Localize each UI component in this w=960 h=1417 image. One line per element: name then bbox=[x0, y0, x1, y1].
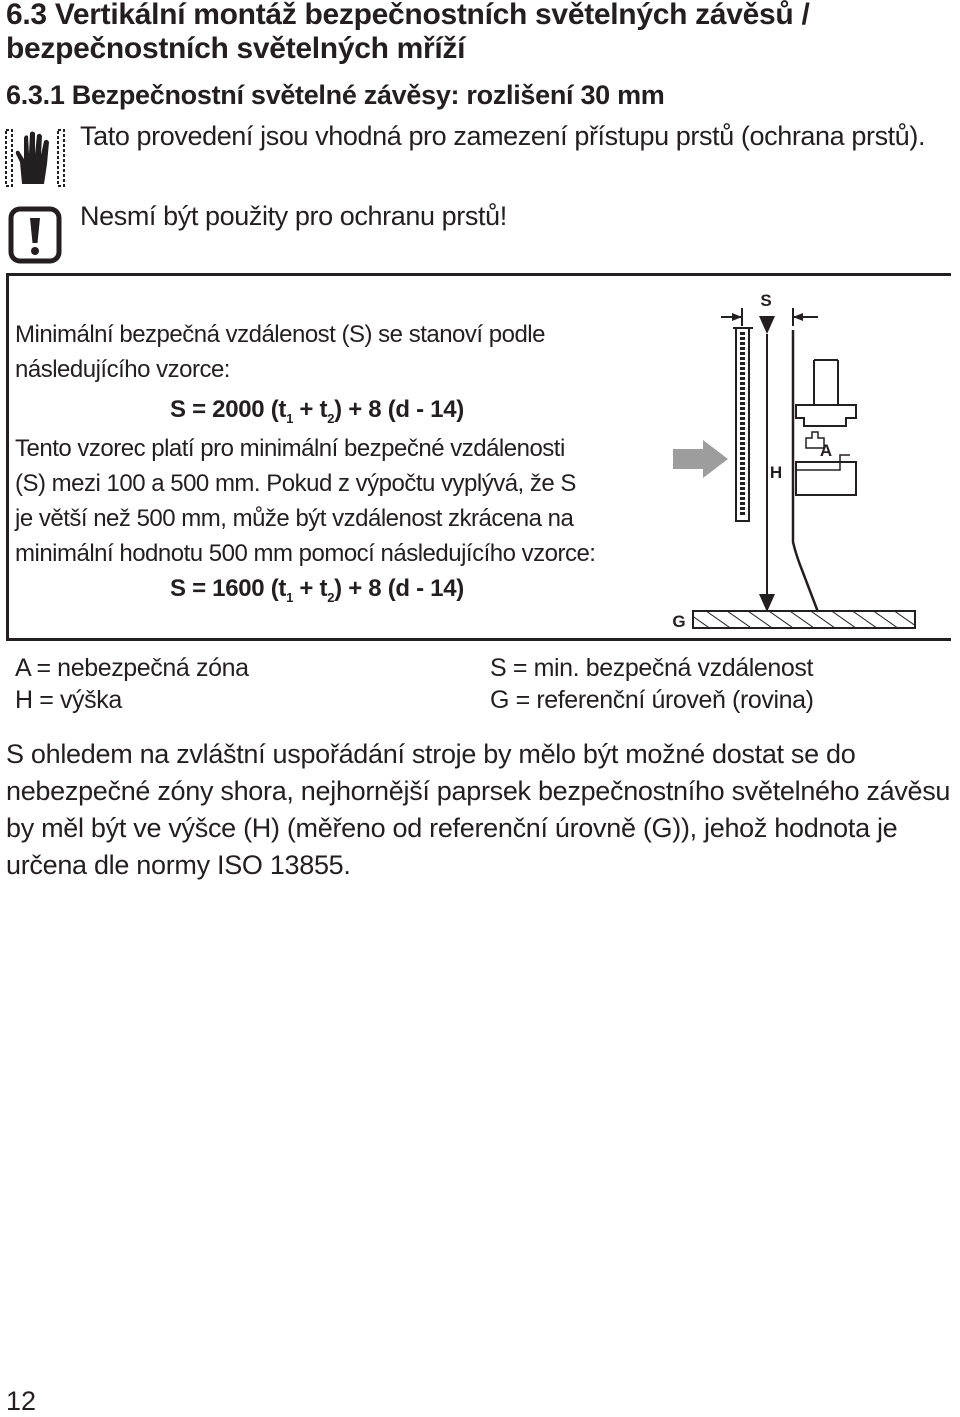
formula-1 bbox=[170, 396, 464, 426]
formula-2-prefix: S = 1600 (t bbox=[170, 575, 287, 602]
box-paragraph-line3: je větší než 500 mm, může být vzdálenost zkrácena na bbox=[15, 505, 574, 532]
legend-left bbox=[15, 652, 249, 716]
formula-1-sub2: 2 bbox=[327, 410, 335, 426]
legend-a: A = nebezpečná zóna bbox=[15, 654, 249, 682]
box-paragraph-line4: minimální hodnotu 500 mm pomocí následujícího vzorce: bbox=[15, 540, 596, 567]
label-g: G bbox=[672, 612, 686, 631]
legend-right bbox=[490, 652, 814, 716]
body-paragraph: S ohledem na zvláštní uspořádání stroje by mělo být možné dostat se do nebezpečné zóny shora, nejhornější paprsek bezpečnostního světelného závěsu by měl být ve výšce (H) (měřeno od referenční úrovně (G)), jehož hodnota je určena dle normy ISO 13855. bbox=[6, 739, 951, 880]
safety-distance-diagram bbox=[660, 280, 955, 635]
legend-h: H = výška bbox=[15, 686, 122, 714]
label-a: A bbox=[819, 441, 833, 460]
label-s: S bbox=[760, 291, 772, 310]
box-intro-line1: Minimální bezpečná vzdálenost (S) se stanoví podle bbox=[15, 321, 545, 348]
box-intro bbox=[15, 317, 545, 387]
warning-icon bbox=[8, 206, 62, 264]
section-heading-line2: bezpečnostních světelných mříží bbox=[6, 32, 466, 65]
box-intro-line2: následujícího vzorce: bbox=[15, 356, 230, 383]
warning-note: Nesmí být použity pro ochranu prstů! bbox=[80, 201, 507, 231]
approach-arrow bbox=[673, 440, 728, 478]
subsection-heading: 6.3.1 Bezpečnostní světelné závěsy: rozlišení 30 mm bbox=[6, 80, 665, 110]
box-paragraph-line1: Tento vzorec platí pro minimální bezpečné vzdálenosti bbox=[15, 435, 565, 462]
formula-1-prefix: S = 2000 (t bbox=[170, 396, 287, 423]
legend-g: G = referenční úroveň (rovina) bbox=[490, 686, 814, 714]
formula-1-suffix: ) + 8 (d - 14) bbox=[334, 396, 464, 423]
hand-note: Tato provedení jsou vhodná pro zamezení přístupu prstů (ochrana prstů). bbox=[80, 121, 926, 151]
reference-ground bbox=[693, 611, 915, 628]
formula-2-mid: + t bbox=[293, 575, 328, 602]
hand-protection-icon bbox=[4, 128, 66, 188]
formula-1-sub1: 1 bbox=[286, 410, 294, 426]
box-paragraph-line2: (S) mezi 100 a 500 mm. Pokud z výpočtu vyplývá, že S bbox=[15, 470, 576, 497]
label-h: H bbox=[769, 463, 783, 482]
section-heading-line1: 6.3 Vertikální montáž bezpečnostních světelných závěsů / bbox=[6, 0, 810, 31]
legend-s: S = min. bezpečná vzdálenost bbox=[490, 654, 814, 682]
section-heading bbox=[6, 0, 946, 66]
formula-2 bbox=[170, 575, 464, 605]
formula-1-mid: + t bbox=[293, 396, 328, 423]
page-number: 12 bbox=[6, 1386, 37, 1416]
formula-2-suffix: ) + 8 (d - 14) bbox=[334, 575, 464, 602]
formula-2-sub2: 2 bbox=[327, 589, 335, 605]
box-paragraph bbox=[15, 431, 595, 571]
formula-2-sub1: 1 bbox=[286, 589, 294, 605]
